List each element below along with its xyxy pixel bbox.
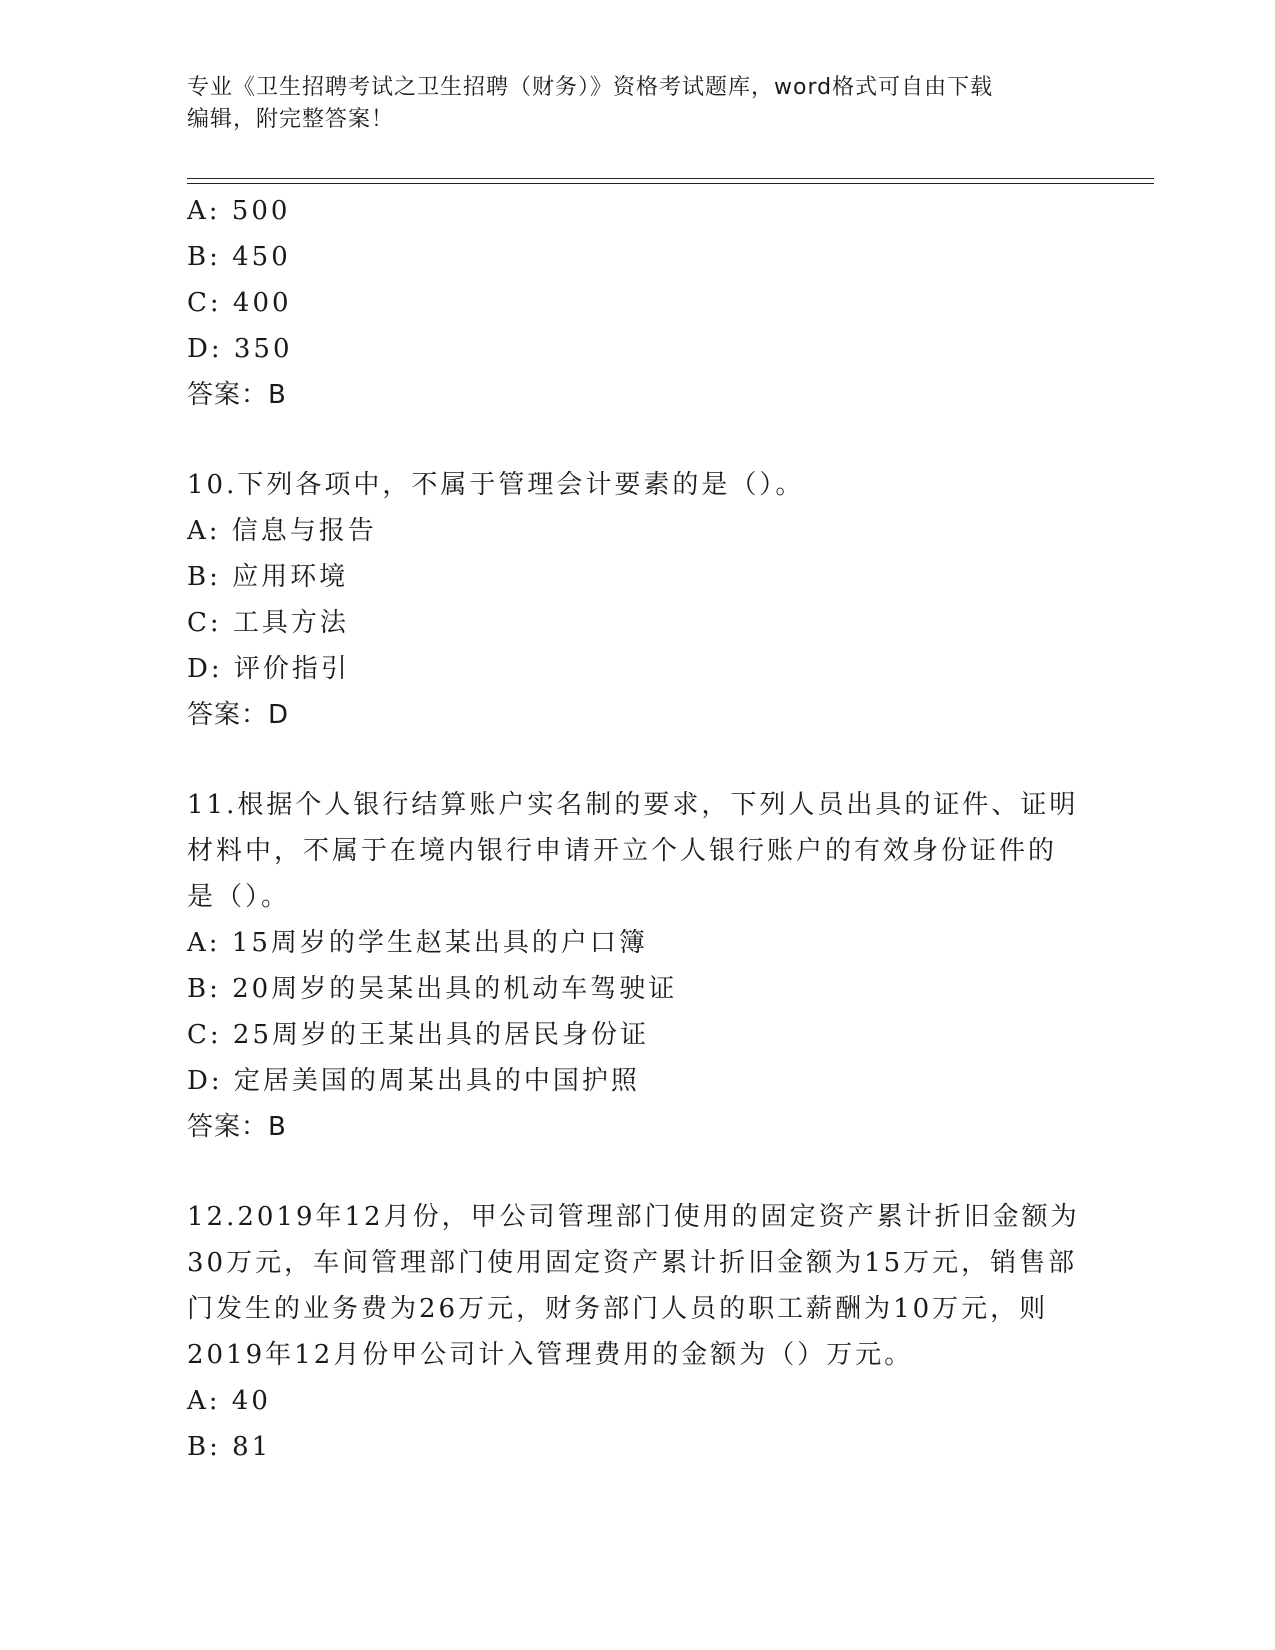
question-11-block [187, 782, 1087, 1150]
option-d: D: 评价指引 [187, 654, 350, 684]
spacer [187, 1150, 1087, 1194]
question-text-line-1: 11.根据个人银行结算账户实名制的要求，下列人员出具的证件、证明 [187, 790, 1079, 820]
question-text-line-1: 12.2019年12月份，甲公司管理部门使用的固定资产累计折旧金额为 [187, 1202, 1080, 1232]
question-9-block [187, 188, 1087, 418]
option-c: C: 25周岁的王某出具的居民身份证 [187, 1020, 650, 1050]
option-d: D: 350 [187, 334, 293, 364]
question-text: 10.下列各项中，不属于管理会计要素的是（）。 [187, 470, 805, 500]
question-text-line-2: 材料中，不属于在境内银行申请开立个人银行账户的有效身份证件的 [187, 836, 1058, 866]
answer-label: 答案：B [187, 1112, 287, 1142]
answer-label: 答案：D [187, 700, 290, 730]
option-b: B: 20周岁的吴某出具的机动车驾驶证 [187, 974, 678, 1004]
question-text-line-3: 是（）。 [187, 882, 291, 912]
question-10-block [187, 462, 1087, 738]
option-a: A: 500 [187, 196, 291, 226]
header-divider-top [187, 178, 1154, 179]
option-c: C: 工具方法 [187, 608, 349, 638]
option-b: B: 应用环境 [187, 562, 349, 592]
header-line-1: 专业《卫生招聘考试之卫生招聘（财务）》资格考试题库，word格式可自由下载 [187, 75, 994, 100]
question-text-line-3: 门发生的业务费为26万元，财务部门人员的职工薪酬为10万元，则 [187, 1294, 1049, 1324]
question-12-block [187, 1194, 1087, 1470]
answer-label: 答案：B [187, 380, 287, 410]
header-divider-bottom [187, 183, 1154, 184]
document-header [187, 72, 1087, 136]
option-a: A: 15周岁的学生赵某出具的户口簿 [187, 928, 648, 958]
option-c: C: 400 [187, 288, 292, 318]
question-text-line-4: 2019年12月份甲公司计入管理费用的金额为（）万元。 [187, 1340, 914, 1370]
option-b: B: 450 [187, 242, 291, 272]
spacer [187, 738, 1087, 782]
question-content [187, 188, 1087, 1470]
option-b: B: 81 [187, 1432, 272, 1462]
option-d: D: 定居美国的周某出具的中国护照 [187, 1066, 640, 1096]
question-text-line-2: 30万元，车间管理部门使用固定资产累计折旧金额为15万元，销售部 [187, 1248, 1078, 1278]
spacer [187, 418, 1087, 462]
option-a: A: 40 [187, 1386, 271, 1416]
option-a: A: 信息与报告 [187, 516, 377, 546]
header-line-2: 编辑，附完整答案！ [187, 107, 395, 132]
